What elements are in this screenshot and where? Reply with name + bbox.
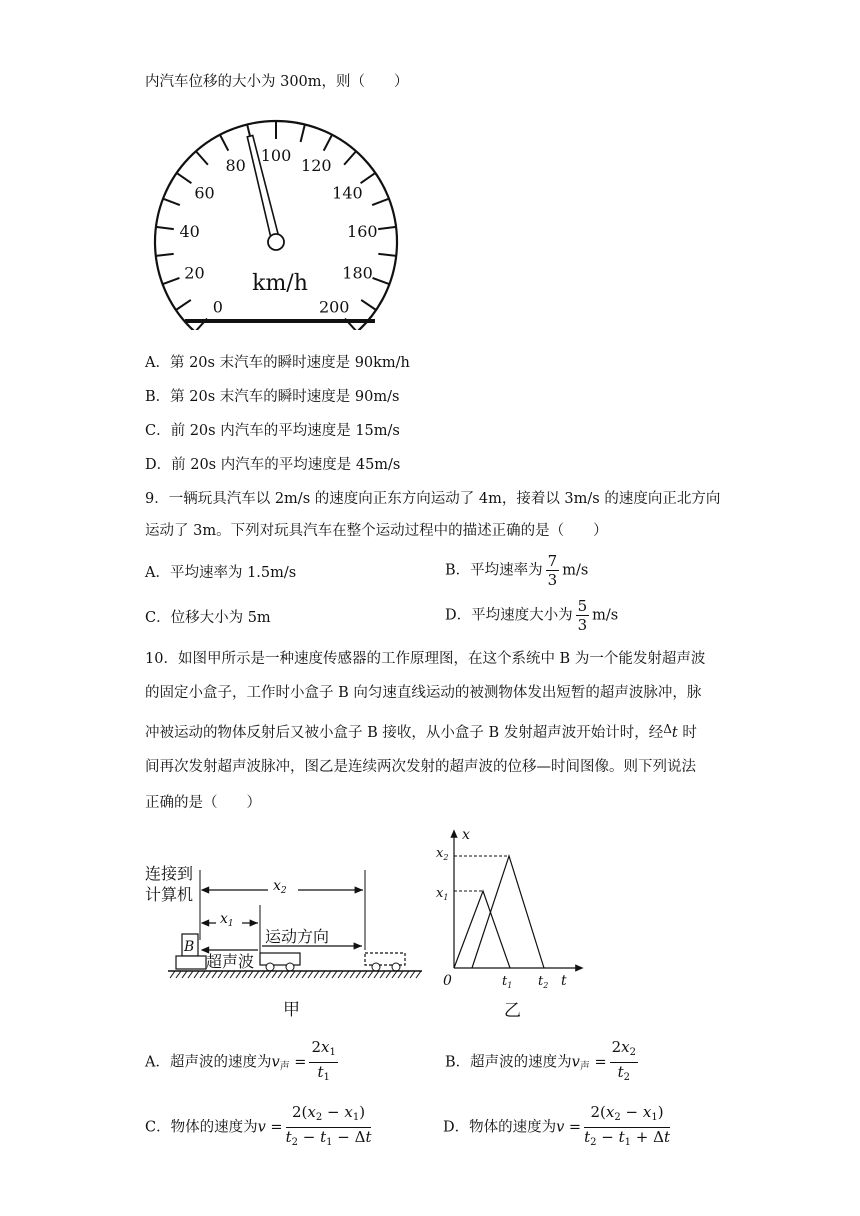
speedometer-tick <box>156 254 174 256</box>
hatch-line <box>218 971 223 978</box>
q10-stem-line1: 10．如图甲所示是一种速度传感器的工作原理图，在这个系统中 B 为一个能发射超声波 <box>145 651 706 667</box>
x1-label: $x_1$ <box>220 911 234 929</box>
speedometer-tick <box>324 135 332 151</box>
q10-option-d: D．物体的速度为v = $\frac{2(x_2 - x_1)}{t_2 - t_1 + \Delta t}$ <box>443 1103 673 1152</box>
hatch-line <box>284 971 289 978</box>
speedometer-tick <box>220 135 228 151</box>
hatch-line <box>416 971 421 978</box>
wave-label: 超声波 <box>206 952 255 971</box>
axis-t-label: t <box>561 973 567 989</box>
hatch-line <box>392 971 397 978</box>
hatch-line <box>188 971 193 978</box>
hatch-line <box>338 971 343 978</box>
q9-option-d-fraction: $\frac{5}{3}$ <box>577 597 588 634</box>
label-connect-line1: 连接到 <box>145 864 194 883</box>
pulse-2 <box>472 856 544 968</box>
hatch-line <box>374 971 379 978</box>
speedometer-tick <box>372 199 389 205</box>
hatch-line <box>266 971 271 978</box>
q9-option-b: B．平均速率为 $\frac{7}{3}$ m/s <box>445 552 589 589</box>
hatch-line <box>290 971 295 978</box>
hatch-line <box>410 971 415 978</box>
q10-option-a: A．超声波的速度为$v_声$ = $\frac{2x_1}{t_1}$ <box>145 1038 341 1087</box>
cart-solid <box>260 953 300 965</box>
x2-tick-label: $x_2$ <box>436 846 449 862</box>
speedometer-tick <box>378 254 396 256</box>
hatch-line <box>326 971 331 978</box>
hatch-line <box>398 971 403 978</box>
q8-text-tail: 内汽车位移的大小为 300m，则（ ） <box>145 74 409 90</box>
hatch-line <box>356 971 361 978</box>
speedometer-tick <box>373 278 390 284</box>
speedometer-tick <box>361 300 376 310</box>
q10-stem-line2: 的固定小盒子，工作时小盒子 B 向匀速直线运动的被测物体发出短暂的超声波脉冲，脉 <box>145 685 702 701</box>
q10-option-b: B．超声波的速度为$v_声$ = $\frac{2x_2}{t_2}$ <box>445 1038 641 1087</box>
axis-x-label: x <box>462 827 470 843</box>
caption-jia: 甲 <box>283 1000 300 1020</box>
hatch-line <box>332 971 337 978</box>
origin-label: 0 <box>443 973 452 989</box>
speedometer-tick <box>163 199 180 205</box>
q8-option-b: B．第 20s 末汽车的瞬时速度是 90m/s <box>145 389 400 405</box>
speedometer-tick-label: 120 <box>301 155 332 175</box>
cart-dashed <box>365 953 405 965</box>
direction-label: 运动方向 <box>265 927 330 946</box>
speedometer-tick <box>344 151 356 165</box>
q10-option-c: C．物体的速度为v = $\frac{2(x_2 - x_1)}{t_2 - t_1 - \Delta t}$ <box>145 1103 374 1152</box>
q10-option-d-fraction: $\frac{2(x_2 - x_1)}{t_2 - t_1 + \Delta t}$ <box>584 1103 670 1148</box>
q9-stem-line1: 9．一辆玩具汽车以 2m/s 的速度向正东方向运动了 4m，接着以 3m/s 的速度向正北方向 <box>145 491 721 507</box>
hatch-line <box>344 971 349 978</box>
q8-option-d: D．前 20s 内汽车的平均速度是 45m/s <box>145 457 401 473</box>
q9-option-b-fraction: $\frac{7}{3}$ <box>547 552 558 589</box>
hatch-line <box>224 971 229 978</box>
speedometer-tick-label: 0 <box>212 297 223 317</box>
q9-option-d: D．平均速度大小为 $\frac{5}{3}$ m/s <box>445 597 619 634</box>
speedometer-figure <box>140 100 420 330</box>
hatch-line <box>206 971 211 978</box>
hatch-line <box>308 971 313 978</box>
hatch-line <box>194 971 199 978</box>
q9-stem-line2: 运动了 3m。下列对玩具汽车在整个运动过程中的描述正确的是（ ） <box>145 523 608 539</box>
q10-option-b-fraction: $\frac{2x_2}{t_2}$ <box>611 1038 637 1083</box>
hatch-line <box>302 971 307 978</box>
caption-yi: 乙 <box>504 1001 521 1021</box>
box-b-label: B <box>184 939 195 955</box>
hatch-line <box>212 971 217 978</box>
pulse-1 <box>454 891 510 968</box>
hatch-line <box>230 971 235 978</box>
q10-stem-line4: 间再次发射超声波脉冲，图乙是连续两次发射的超声波的位移—时间图像。则下列说法 <box>145 759 696 775</box>
speedometer-hub <box>268 234 284 250</box>
speedometer-tick <box>378 227 396 229</box>
hatch-line <box>296 971 301 978</box>
hatch-line <box>380 971 385 978</box>
q10-stem-line5: 正确的是（ ） <box>145 795 261 811</box>
hatch-line <box>320 971 325 978</box>
q10-option-c-fraction: $\frac{2(x_2 - x_1)}{t_2 - t_1 - \Delta t}$ <box>285 1103 372 1148</box>
hatch-line <box>362 971 367 978</box>
speedometer-tick-label: 100 <box>260 146 292 165</box>
hatch-line <box>386 971 391 978</box>
q9-option-a: A．平均速率为 1.5m/s <box>145 565 297 581</box>
hatch-line <box>314 971 319 978</box>
figure-jia <box>140 850 430 1025</box>
ground-hatch <box>170 971 421 978</box>
x1-tick-label: $x_1$ <box>436 886 449 902</box>
q8-option-a: A．第 20s 末汽车的瞬时速度是 90km/h <box>145 355 410 371</box>
t1-label: $t_1$ <box>502 974 513 990</box>
hatch-line <box>176 971 181 978</box>
delta-t-symbol: Δ <box>663 722 672 736</box>
speedometer-tick <box>176 300 191 310</box>
hatch-line <box>248 971 253 978</box>
hatch-line <box>260 971 265 978</box>
hatch-line <box>236 971 241 978</box>
label-connect-line2: 计算机 <box>145 885 194 904</box>
hatch-line <box>182 971 187 978</box>
speedometer-tick-label: 180 <box>342 263 373 283</box>
hatch-line <box>368 971 373 978</box>
q10-option-a-fraction: $\frac{2x_1}{t_1}$ <box>311 1038 336 1083</box>
speedometer-tick <box>196 151 208 165</box>
speedometer-tick <box>177 173 192 183</box>
speedometer-tick-label: 80 <box>225 155 246 175</box>
q8-option-c: C．前 20s 内汽车的平均速度是 15m/s <box>145 423 400 439</box>
hatch-line <box>170 971 175 978</box>
q10-stem-line3: 冲被运动的物体反射后又被小盒子 B 接收，从小盒子 B 发射超声波开始计时，经$^\Delta$t 时 <box>145 722 697 741</box>
speedometer-unit: km/h <box>252 271 308 296</box>
hatch-line <box>278 971 283 978</box>
speedometer-tick-label: 140 <box>332 183 363 203</box>
q9-option-c: C．位移大小为 5m <box>145 610 271 626</box>
speedometer-tick-label: 60 <box>194 183 215 203</box>
speedometer-tick-label: 160 <box>347 222 378 242</box>
x2-label: $x_2$ <box>273 878 287 896</box>
t2-label: $t_2$ <box>538 974 549 990</box>
hatch-line <box>272 971 277 978</box>
speedometer-tick <box>163 278 180 284</box>
speedometer-gauge <box>155 121 397 330</box>
speedometer-tick <box>301 124 305 141</box>
hatch-line <box>254 971 259 978</box>
speedometer-tick <box>361 173 376 183</box>
speedometer-tick <box>156 227 174 229</box>
hatch-line <box>200 971 205 978</box>
figure-yi <box>430 825 590 1025</box>
hatch-line <box>242 971 247 978</box>
hatch-line <box>350 971 355 978</box>
speedometer-tick-label: 200 <box>318 297 350 317</box>
speedometer-tick-label: 20 <box>184 263 205 283</box>
hatch-line <box>404 971 409 978</box>
speedometer-tick-label: 40 <box>179 222 200 242</box>
